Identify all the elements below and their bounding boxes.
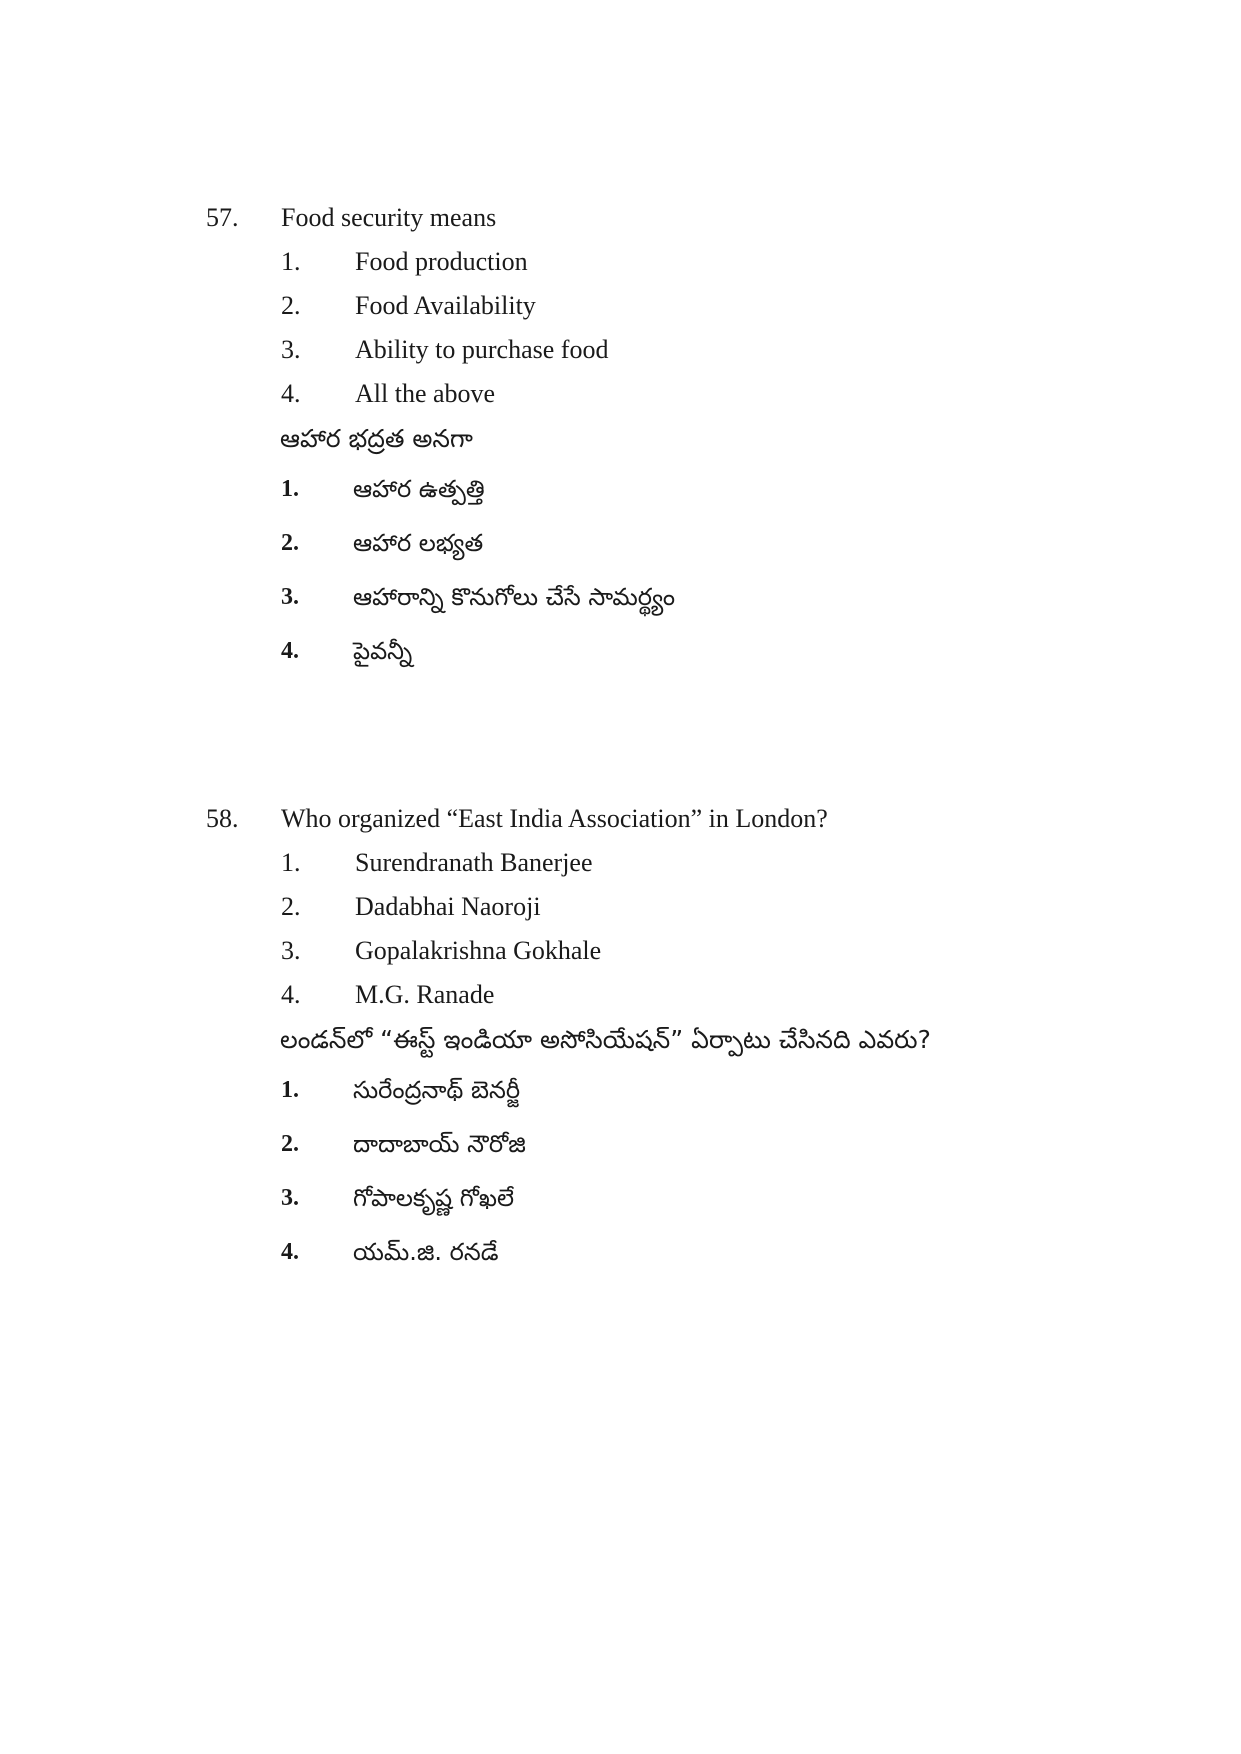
option-number: 2. xyxy=(281,291,301,320)
option-telugu-1 xyxy=(0,1063,1241,1117)
option-text: Ability to purchase food xyxy=(355,335,609,364)
option-telugu-3 xyxy=(0,570,1241,624)
option-english-2 xyxy=(0,284,1241,328)
option-text: దాదాబాయ్ నౌరోజి xyxy=(353,1130,526,1158)
option-number: 1. xyxy=(281,848,301,877)
option-text: Gopalakrishna Gokhale xyxy=(355,936,602,965)
option-number: 1. xyxy=(281,1077,299,1103)
question-heading-telugu xyxy=(0,416,1241,462)
option-english-1 xyxy=(0,841,1241,885)
option-text: సురేంద్రనాథ్ బెనర్జీ xyxy=(353,1076,521,1104)
question-heading xyxy=(0,797,1241,841)
option-english-3 xyxy=(0,328,1241,372)
option-text: M.G. Ranade xyxy=(355,980,495,1009)
option-telugu-2 xyxy=(0,1117,1241,1171)
option-text: Food Availability xyxy=(355,291,536,320)
option-text: ఆహార లభ్యత xyxy=(353,529,484,557)
option-english-4 xyxy=(0,973,1241,1017)
question-number: 58. xyxy=(206,804,239,833)
option-english-1 xyxy=(0,240,1241,284)
option-english-3 xyxy=(0,929,1241,973)
option-text: పైవన్నీ xyxy=(353,637,413,665)
question-text-english: Who organized “East India Association” in London? xyxy=(281,804,828,833)
option-text: గోపాలకృష్ణ గోఖలే xyxy=(353,1184,515,1212)
option-telugu-4 xyxy=(0,1225,1241,1279)
option-number: 2. xyxy=(281,530,299,556)
question-57 xyxy=(0,196,1241,678)
question-text-telugu: లండన్‌లో “ఈస్ట్ ఇండియా అసోసియేషన్” ఏర్పాటు చేసినది ఎవరు? xyxy=(280,1025,931,1054)
option-number: 4. xyxy=(281,638,299,664)
option-telugu-2 xyxy=(0,516,1241,570)
option-text: ఆహార ఉత్పత్తి xyxy=(353,475,485,503)
option-english-2 xyxy=(0,885,1241,929)
option-text: Food production xyxy=(355,247,528,276)
option-text: Dadabhai Naoroji xyxy=(355,892,541,921)
option-english-4 xyxy=(0,372,1241,416)
option-number: 2. xyxy=(281,1131,299,1157)
option-telugu-3 xyxy=(0,1171,1241,1225)
option-number: 4. xyxy=(281,1239,299,1265)
option-number: 4. xyxy=(281,980,301,1009)
question-text-english: Food security means xyxy=(281,203,497,232)
question-heading-telugu xyxy=(0,1017,1241,1063)
option-text: Surendranath Banerjee xyxy=(355,848,593,877)
question-58 xyxy=(0,797,1241,1279)
option-telugu-4 xyxy=(0,624,1241,678)
question-text-telugu: ఆహార భద్రత అనగా xyxy=(280,424,473,453)
option-number: 3. xyxy=(281,584,299,610)
option-number: 2. xyxy=(281,892,301,921)
question-number: 57. xyxy=(206,203,239,232)
option-number: 3. xyxy=(281,1185,299,1211)
option-number: 4. xyxy=(281,379,301,408)
option-number: 1. xyxy=(281,247,301,276)
option-text: All the above xyxy=(355,379,496,408)
option-telugu-1 xyxy=(0,462,1241,516)
option-number: 3. xyxy=(281,335,301,364)
option-number: 3. xyxy=(281,936,301,965)
option-text: ఆహారాన్ని కొనుగోలు చేసే సామర్థ్యం xyxy=(353,583,676,611)
option-text: యమ్.జి. రనడే xyxy=(353,1238,499,1266)
option-number: 1. xyxy=(281,476,299,502)
question-heading xyxy=(0,196,1241,240)
